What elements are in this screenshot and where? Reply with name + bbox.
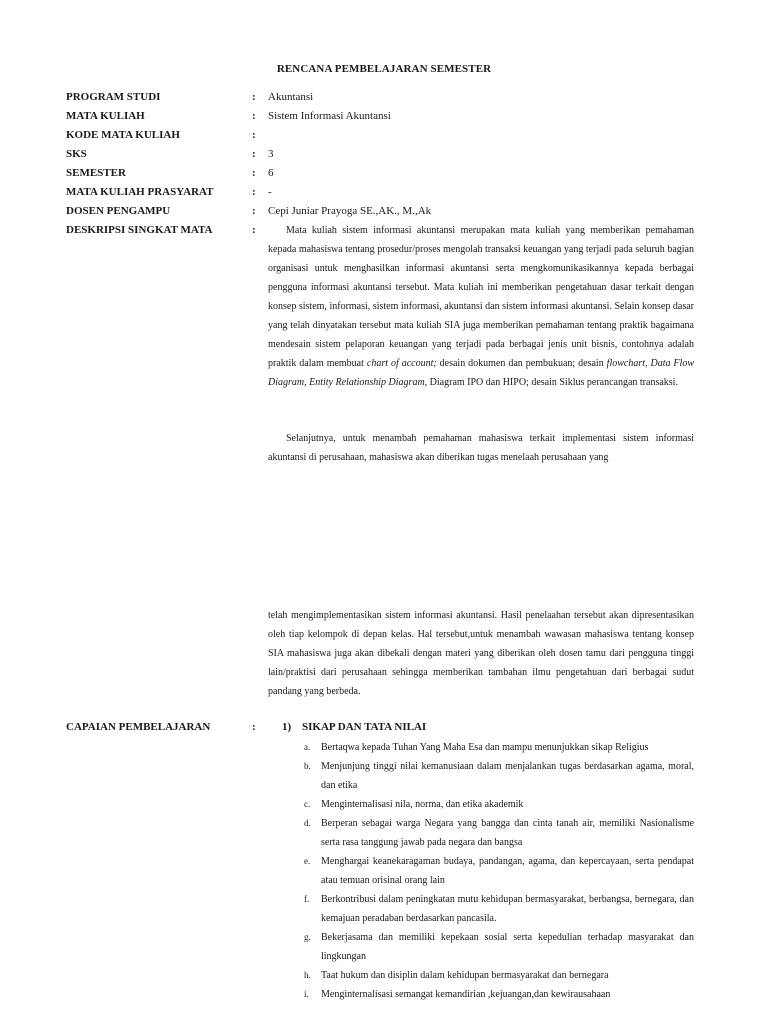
list-item-text: Berkontribusi dalam peningkatan mutu kehidupan bermasyarakat, berbangsa, bernegara, dan kemajuan peradaban berdasarkan pancasila. — [321, 894, 694, 924]
list-item-text: Menginternalisasi semangat kemandirian ,kejuangan,dan kewirausahaan — [321, 989, 611, 1000]
capaian-heading — [282, 718, 426, 737]
meta-row-sks — [66, 145, 706, 164]
list-marker: c. — [304, 799, 311, 809]
heading-number: 1) — [282, 721, 292, 733]
description-paragraph-1 — [268, 221, 694, 392]
meta-label: MATA KULIAH PRASYARAT — [66, 186, 214, 198]
list-item — [304, 738, 694, 757]
list-item-text: Bertaqwa kepada Tuhan Yang Maha Esa dan mampu menunjukkan sikap Religius — [321, 742, 649, 753]
meta-row-program-studi — [66, 88, 706, 107]
meta-row-kode-mata-kuliah — [66, 126, 706, 145]
description-label: DESKRIPSI SINGKAT MATA — [66, 224, 213, 236]
course-info — [66, 88, 706, 221]
list-item-text: Berperan sebagai warga Negara yang bangga dan cinta tanah air, memiliki Nasionalisme serta rasa tanggung jawab pada negara dan bangsa — [321, 818, 694, 848]
list-item — [304, 852, 694, 890]
meta-colon: : — [252, 129, 256, 141]
meta-row-prasyarat — [66, 183, 706, 202]
capaian-list — [304, 738, 694, 1004]
meta-label: SKS — [66, 148, 87, 160]
meta-row-dosen — [66, 202, 706, 221]
meta-label: PROGRAM STUDI — [66, 91, 161, 103]
meta-colon: : — [252, 110, 256, 122]
list-marker: g. — [304, 932, 311, 942]
meta-row-semester — [66, 164, 706, 183]
list-item — [304, 890, 694, 928]
document-title: RENCANA PEMBELAJARAN SEMESTER — [276, 63, 492, 75]
meta-colon: : — [252, 91, 256, 103]
capaian-label: CAPAIAN PEMBELAJARAN — [66, 721, 211, 733]
heading-text: SIKAP DAN TATA NILAI — [302, 721, 427, 733]
list-item-text: Menjunjung tinggi nilai kemanusiaan dalam menjalankan tugas berdasarkan agama, moral, dan etika — [321, 761, 694, 791]
list-item — [304, 966, 694, 985]
meta-label: MATA KULIAH — [66, 110, 145, 122]
list-item-text: Menginternalisasi nila, norma, dan etika akademik — [321, 799, 524, 810]
list-item-text: Menghargai keanekaragaman budaya, pandangan, agama, dan kepercayaan, serta pendapat atau temuan orisinal orang lain — [321, 856, 694, 886]
meta-row-mata-kuliah — [66, 107, 706, 126]
meta-value: Akuntansi — [268, 91, 314, 103]
text-segment: desain dokumen dan pembukuan; desain — [439, 358, 604, 369]
meta-value: 3 — [268, 148, 274, 160]
italic-term: chart of account; — [366, 358, 437, 369]
meta-value: Sistem Informasi Akuntansi — [268, 110, 391, 122]
list-item — [304, 795, 694, 814]
meta-label: SEMESTER — [66, 167, 126, 179]
meta-label: DOSEN PENGAMPU — [66, 205, 171, 217]
meta-colon: : — [252, 186, 256, 198]
capaian-colon: : — [252, 721, 256, 733]
description-colon: : — [252, 224, 256, 236]
list-marker: d. — [304, 818, 311, 828]
list-marker: b. — [304, 761, 311, 771]
list-marker: f. — [304, 894, 310, 904]
meta-value: 6 — [268, 167, 274, 179]
list-item — [304, 928, 694, 966]
italic-term: flowchart, Data Flow Diagram, Entity Relationship Diagram, — [268, 358, 694, 388]
list-item — [304, 814, 694, 852]
meta-value: - — [268, 186, 272, 198]
meta-colon: : — [252, 167, 256, 179]
list-marker: i. — [304, 989, 309, 999]
list-item-text: Bekerjasama dan memiliki kepekaan sosial serta kepedulian terhadap masyarakat dan lingkungan — [321, 932, 694, 962]
meta-colon: : — [252, 148, 256, 160]
list-marker: a. — [304, 742, 311, 752]
description-paragraph-3: telah mengimplementasikan sistem informasi akuntansi. Hasil penelaahan tersebut akan dipresentasikan oleh tiap kelompok di depan kelas. Hal tersebut,untuk menambah wawasan mahasiswa tentang konsep SIA mahasiswa juga akan dibekali dengan materi yang diberikan oleh dosen tamu dari pengguna tinggi lain/praktisi dari perusahaan sehingga memberikan tambahan ilmu pengetahuan dari berbagai sudut pandang yang berbeda. — [268, 610, 694, 697]
description-paragraph-2: Selanjutnya, untuk menambah pemahaman mahasiswa terkait implementasi sistem informasi akuntansi di perusahaan, mahasiswa akan diberikan tugas menelaah perusahaan yang — [268, 433, 694, 463]
meta-value: Cepi Juniar Prayoga SE.,AK., M.,Ak — [268, 205, 432, 217]
list-marker: h. — [304, 970, 311, 980]
list-item-text: Taat hukum dan disiplin dalam kehidupan bermasyarakat dan bernegara — [321, 970, 609, 981]
meta-label: KODE MATA KULIAH — [66, 129, 180, 141]
list-item — [304, 985, 694, 1004]
meta-colon: : — [252, 205, 256, 217]
list-marker: e. — [304, 856, 311, 866]
list-item — [304, 757, 694, 795]
text-segment: Mata kuliah sistem informasi akuntansi merupakan mata kuliah yang memberikan pemahaman kepada mahasiswa tentang prosedur/proses mengolah transaksi keuangan yang terjadi pada seluruh bagian organisasi untuk menghasilkan informasi akuntansi serta mengkomunikasikannya kepada berbagai pengguna informasi akuntansi tersebut. Mata kuliah ini memberikan pengetahuan dasar terkait dengan konsep sistem, informasi, sistem informasi, akuntansi dan sistem informasi akuntansi. Selain konsep dasar yang telah dinyatakan tersebut mata kuliah SIA juga memberikan pemahaman tentang praktik bagaimana mendesain sistem pelaporan keuangan yang terjadi pada berbagai jenis unit bisnis, contohnya adalah praktik dalam membuat — [268, 225, 694, 369]
text-segment: Diagram IPO dan HIPO; desain Siklus perancangan transaksi. — [429, 377, 678, 388]
